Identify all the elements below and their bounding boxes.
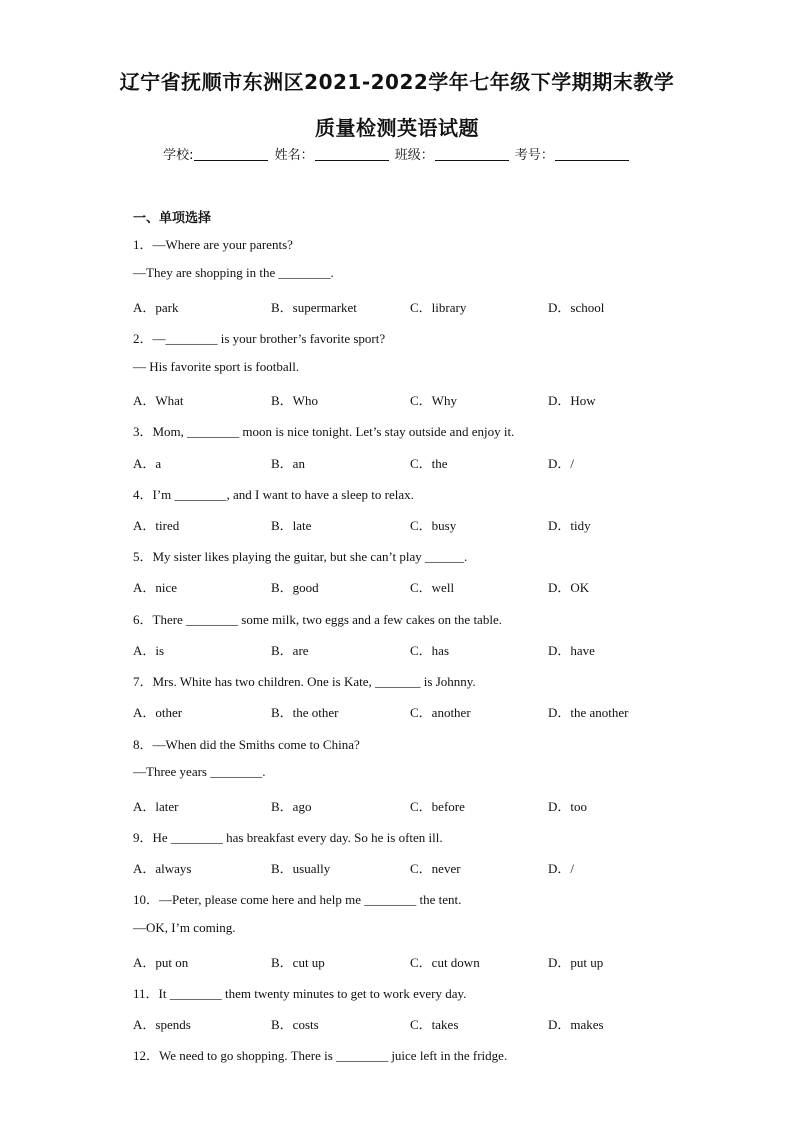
question-8-option-d[interactable]: D．too <box>548 799 588 814</box>
question-7-option-c[interactable]: C．another <box>410 705 471 720</box>
question-10-option-a[interactable]: A．put on <box>133 955 189 970</box>
question-10-stem-2: —OK, I’m coming. <box>133 920 236 935</box>
question-3-option-d[interactable]: D．/ <box>548 456 575 471</box>
question-6-stem: 6．There ________ some milk, two eggs and a few cakes on the table. <box>133 612 502 627</box>
question-7-option-a[interactable]: A．other <box>133 705 183 720</box>
question-9-stem: 9．He ________ has breakfast every day. So he is often ill. <box>133 830 443 845</box>
question-10-stem: 10．—Peter, please come here and help me ________ the tent. <box>133 892 462 907</box>
number-blank[interactable] <box>555 148 629 161</box>
school-blank[interactable] <box>194 148 268 161</box>
question-8-stem: 8．—When did the Smiths come to China? <box>133 737 360 752</box>
question-1-stem: 1．—Where are your parents? <box>133 237 293 252</box>
class-label: 班级： <box>394 148 434 163</box>
question-8-option-c[interactable]: C．before <box>410 799 465 814</box>
question-5-option-d[interactable]: D．OK <box>548 580 590 595</box>
question-6-option-a[interactable]: A．is <box>133 643 165 658</box>
question-5-option-a[interactable]: A．nice <box>133 580 178 595</box>
class-blank[interactable] <box>435 148 509 161</box>
question-3-stem: 3．Mom, ________ moon is nice tonight. Let’s stay outside and enjoy it. <box>133 424 515 439</box>
question-1-option-b[interactable]: B．supermarket <box>271 300 357 315</box>
question-2-option-a[interactable]: A．What <box>133 393 184 408</box>
title-line-1: 辽宁省抚顺市东洲区2021-2022学年七年级下学期期末教学 <box>119 70 675 94</box>
question-9-option-b[interactable]: B．usually <box>271 861 331 876</box>
question-1-option-d[interactable]: D．school <box>548 300 605 315</box>
question-10-option-b[interactable]: B．cut up <box>271 955 325 970</box>
question-11-stem: 11．It ________ them twenty minutes to get to work every day. <box>133 986 467 1001</box>
question-6-option-c[interactable]: C．has <box>410 643 450 658</box>
question-4-option-b[interactable]: B．late <box>271 518 312 533</box>
question-11-option-a[interactable]: A．spends <box>133 1017 191 1032</box>
question-3-option-c[interactable]: C．the <box>410 456 448 471</box>
question-4-option-c[interactable]: C．busy <box>410 518 457 533</box>
question-11-option-c[interactable]: C．takes <box>410 1017 459 1032</box>
question-9-option-c[interactable]: C．never <box>410 861 461 876</box>
name-blank[interactable] <box>315 148 389 161</box>
question-1-option-c[interactable]: C．library <box>410 300 467 315</box>
question-6-option-d[interactable]: D．have <box>548 643 595 658</box>
question-8-option-a[interactable]: A．later <box>133 799 179 814</box>
question-3-option-a[interactable]: A．a <box>133 456 162 471</box>
name-label: 姓名： <box>274 148 314 163</box>
question-10-option-d[interactable]: D．put up <box>548 955 604 970</box>
number-label: 考号： <box>514 148 554 163</box>
question-7-stem: 7．Mrs. White has two children. One is Kate, _______ is Johnny. <box>133 674 476 689</box>
question-11-option-d[interactable]: D．makes <box>548 1017 604 1032</box>
question-9-option-d[interactable]: D．/ <box>548 861 575 876</box>
question-8-stem-2: —Three years ________. <box>133 764 266 779</box>
question-4-option-a[interactable]: A．tired <box>133 518 180 533</box>
student-info-row <box>0 144 794 163</box>
question-5-option-b[interactable]: B．good <box>271 580 319 595</box>
question-10-option-c[interactable]: C．cut down <box>410 955 480 970</box>
question-5-stem: 5．My sister likes playing the guitar, but she can’t play ______. <box>133 549 468 564</box>
question-2-stem: 2．—________ is your brother’s favorite sport? <box>133 331 386 346</box>
question-3-option-b[interactable]: B．an <box>271 456 305 471</box>
question-2-stem-2: — His favorite sport is football. <box>133 359 300 374</box>
question-1-option-a[interactable]: A．park <box>133 300 179 315</box>
question-1-stem-2: —They are shopping in the ________. <box>133 265 334 280</box>
question-8-option-b[interactable]: B．ago <box>271 799 312 814</box>
question-4-option-d[interactable]: D．tidy <box>548 518 591 533</box>
question-11-option-b[interactable]: B．costs <box>271 1017 319 1032</box>
question-2-option-c[interactable]: C．Why <box>410 393 457 408</box>
question-5-option-c[interactable]: C．well <box>410 580 455 595</box>
school-label: 学校: <box>163 148 194 163</box>
question-6-option-b[interactable]: B．are <box>271 643 309 658</box>
title-line-2: 质量检测英语试题 <box>315 116 479 140</box>
question-7-option-b[interactable]: B．the other <box>271 705 339 720</box>
question-2-option-b[interactable]: B．Who <box>271 393 318 408</box>
section-heading: 一、单项选择 <box>133 211 212 226</box>
question-9-option-a[interactable]: A．always <box>133 861 192 876</box>
question-2-option-d[interactable]: D．How <box>548 393 596 408</box>
question-12-stem: 12．We need to go shopping. There is ________ juice left in the fridge. <box>133 1048 508 1063</box>
question-4-stem: 4．I’m ________, and I want to have a sleep to relax. <box>133 487 414 502</box>
question-7-option-d[interactable]: D．the another <box>548 705 629 720</box>
